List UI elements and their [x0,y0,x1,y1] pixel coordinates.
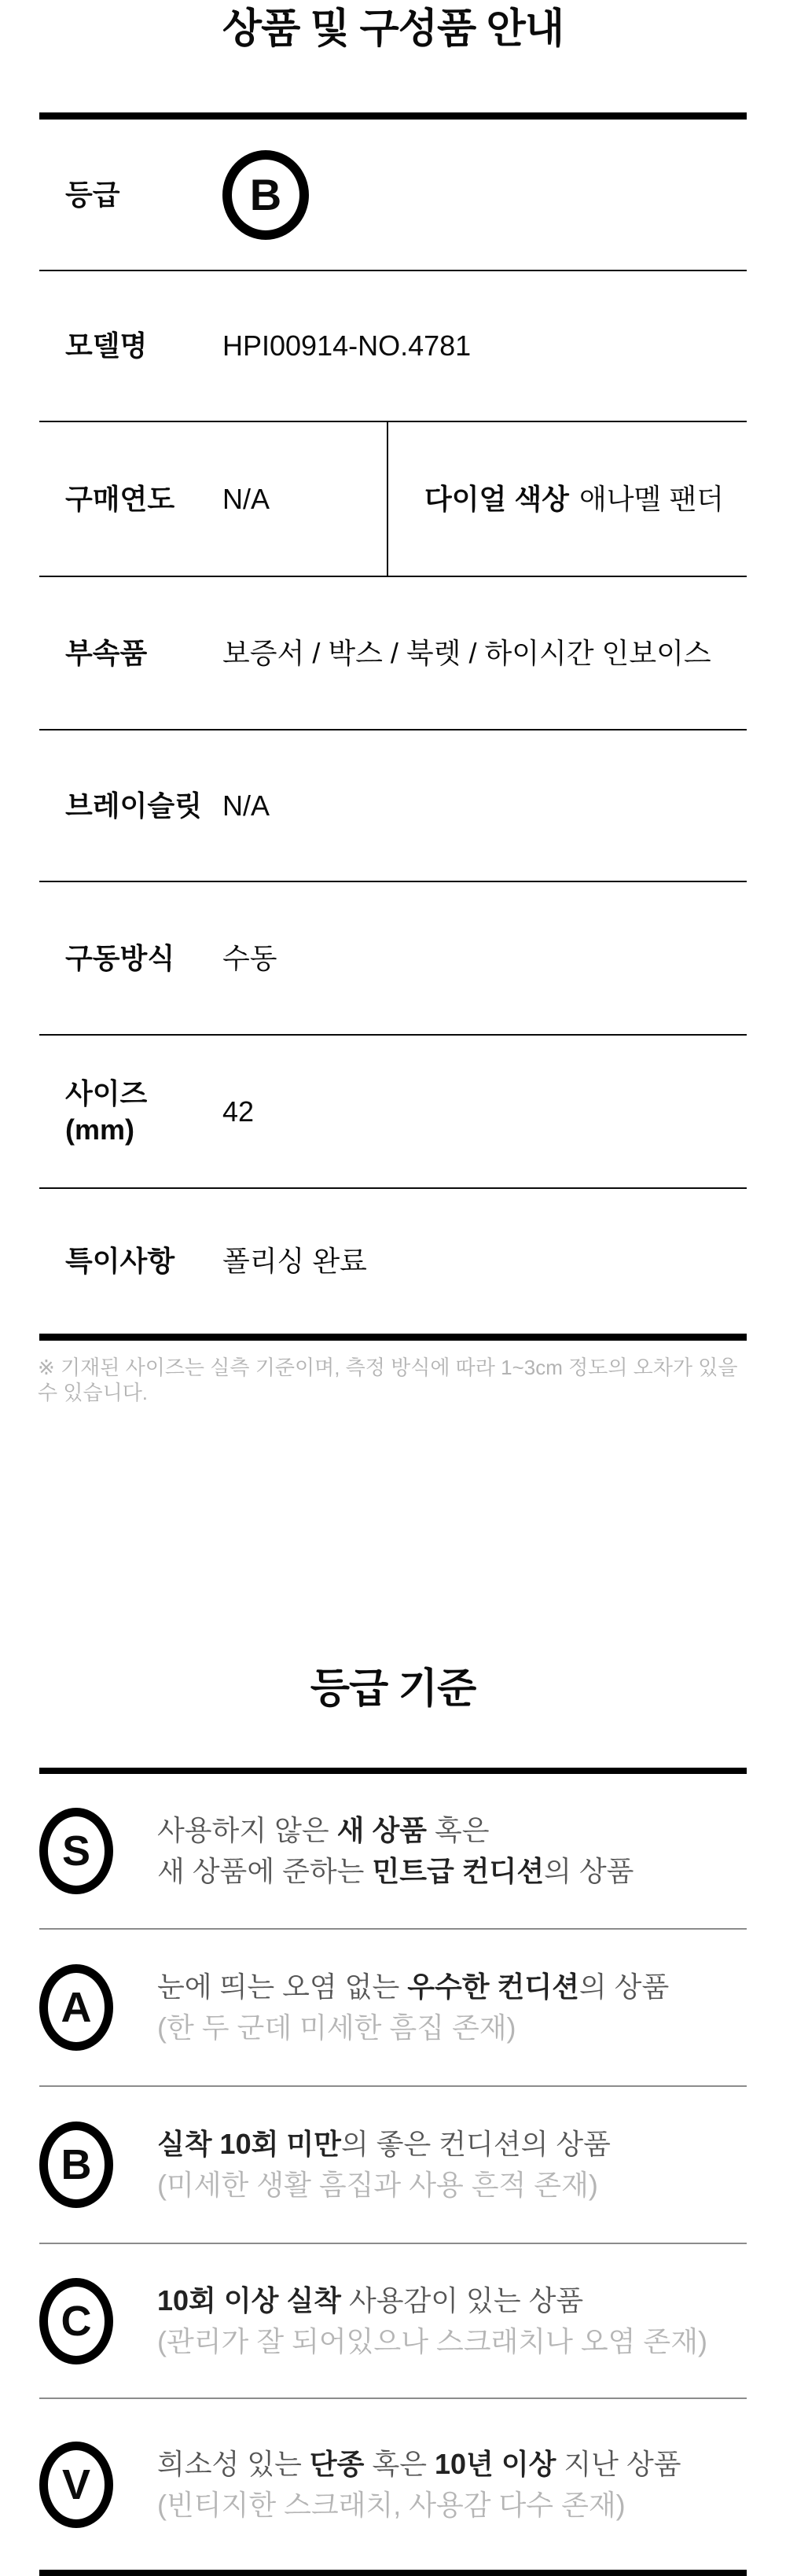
table-row-year-and-dial [39,421,747,576]
row-value-movement: 수동 [222,941,277,974]
grade-row-c [39,2243,747,2398]
table-row-movement [39,881,747,1034]
grade-v-line1: 희소성 있는 단종 혹은 10년 이상 지난 상품 [157,2447,681,2480]
table-row-bracelet [39,729,747,881]
grade-s-circle: S [39,1808,113,1894]
row-label-size [39,1076,222,1148]
cell-dial-color [387,422,747,576]
grade-c-line1: 10회 이상 실착 사용감이 있는 상품 [157,2283,584,2317]
row-label-bracelet: 브레이슬릿 [65,789,202,822]
grade-row-s [39,1774,747,1928]
grade-b-description [157,2124,611,2206]
grade-a-circle: A [39,1964,113,2051]
grade-row-b [39,2085,747,2243]
grade-row-a [39,1928,747,2085]
size-measurement-note: ※ 기재된 사이즈는 실측 기준이며, 측정 방식에 따라 1~3cm 정도의 오차가 있을 수 있습니다. [38,1356,738,1404]
row-label-size-line2: (mm) [65,1113,134,1146]
row-label-grade: 등급 [65,178,120,211]
row-value-grade [222,150,747,240]
table-row-model [39,270,747,421]
row-value-accessories: 보증서 / 박스 / 북렛 / 하이시간 인보이스 [222,636,711,669]
table-row-size [39,1034,747,1187]
row-label-purchase-year: 구매연도 [65,482,175,515]
row-value-dial-color: 애나멜 팬더 [579,482,724,515]
row-label-special-notes: 특이사항 [65,1245,175,1277]
grade-criteria-table [39,1768,747,2576]
product-info-title: 상품 및 구성품 안내 [222,6,564,52]
table-row-special-notes [39,1187,747,1334]
grade-s-description [157,1810,634,1892]
row-label-size-line1: 사이즈 [65,1076,148,1110]
grade-s-line2: 새 상품에 준하는 민트급 컨디션의 상품 [157,1855,634,1887]
grade-c-description [157,2280,707,2362]
grade-circle-badge: B [222,150,309,240]
row-label-dial-color: 다이얼 색상 [424,482,569,515]
cell-purchase-year [39,422,387,576]
row-value-purchase-year: N/A [222,482,270,515]
row-label-model: 모델명 [65,329,148,362]
grade-a-line1: 눈에 띄는 오염 없는 우수한 컨디션의 상품 [157,1971,670,2003]
row-label-accessories: 부속품 [65,636,148,669]
row-label-movement: 구동방식 [65,941,175,974]
grade-criteria-title: 등급 기준 [310,1666,476,1712]
table-row-accessories [39,576,747,729]
product-info-table [39,112,747,1341]
grade-v-description [157,2444,681,2526]
grade-a-description [157,1967,669,2048]
row-value-special-notes: 폴리싱 완료 [222,1245,367,1277]
grade-b-line1: 실착 10회 미만의 좋은 컨디션의 상품 [157,2128,611,2160]
grade-v-circle: V [39,2442,113,2528]
grade-c-circle: C [39,2278,113,2364]
row-value-bracelet: N/A [222,789,270,822]
grade-b-circle: B [39,2122,113,2208]
row-value-size: 42 [222,1095,255,1128]
grade-v-line2: (빈티지한 스크래치, 사용감 다수 존재) [157,2488,626,2521]
grade-b-line2: (미세한 생활 흠집과 사용 흔적 존재) [157,2169,598,2201]
grade-row-v [39,2398,747,2570]
grade-s-line1: 사용하지 않은 새 상품 혹은 [157,1814,490,1846]
grade-a-line2: (한 두 군데 미세한 흠집 존재) [157,2011,516,2044]
grade-c-line2: (관리가 잘 되어있으나 스크래치나 오염 존재) [157,2324,707,2357]
table-row-grade [39,120,747,270]
row-value-model: HPI00914-NO.4781 [222,329,472,362]
